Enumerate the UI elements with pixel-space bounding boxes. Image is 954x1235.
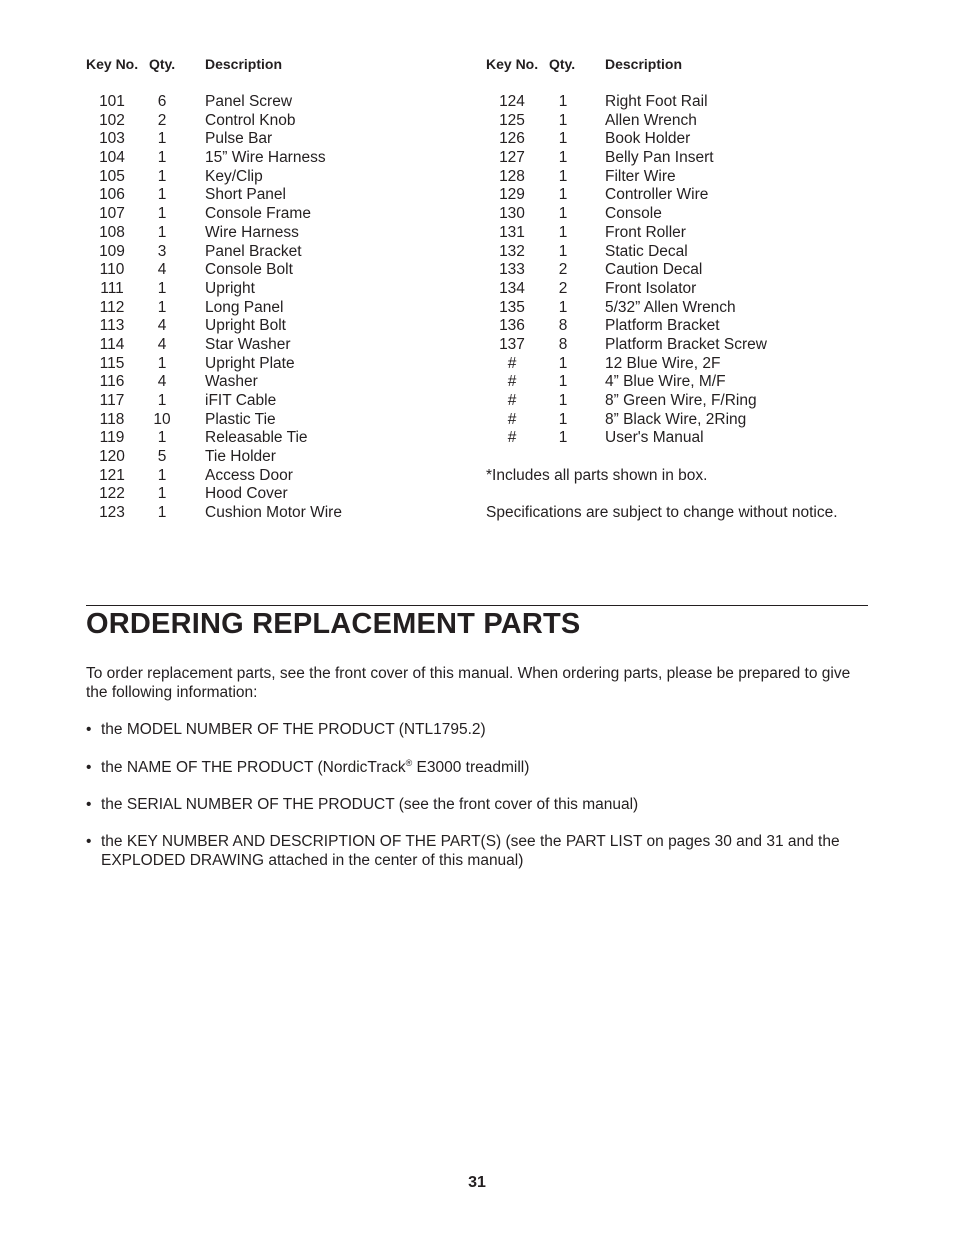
bullet-key-number: [86, 832, 866, 870]
key-number-cell: 121: [99, 466, 125, 484]
key-number-cell: 115: [99, 354, 125, 372]
description-cell: Controller Wire: [605, 186, 709, 204]
quantity-cell: 1: [157, 298, 167, 316]
quantity-cell: 1: [157, 167, 167, 185]
description-cell: Platform Bracket Screw: [605, 335, 767, 353]
description-cell: Book Holder: [605, 130, 691, 148]
key-number-cell: #: [507, 373, 517, 391]
description-cell: Key/Clip: [205, 167, 263, 185]
quantity-cell: 8: [558, 335, 568, 353]
ordering-intro: To order replacement parts, see the front cover of this manual. When ordering parts, please be prepared to give the following information:: [86, 665, 851, 701]
quantity-cell: 1: [157, 354, 167, 372]
quantity-cell: 1: [157, 130, 167, 148]
note-specifications: Specifications are subject to change without notice.: [486, 504, 838, 521]
key-number-cell: 119: [99, 429, 125, 447]
bullet-dot: •: [86, 796, 92, 813]
description-cell: Panel Screw: [205, 93, 293, 110]
quantity-cell: 5: [157, 448, 167, 466]
bullet-serial-number: [86, 795, 866, 814]
description-cell: Static Decal: [605, 242, 688, 260]
quantity-cell: 1: [558, 93, 568, 110]
description-cell: Caution Decal: [605, 261, 703, 279]
key-number-cell: 117: [99, 392, 125, 409]
key-number-cell: #: [507, 392, 517, 409]
quantity-cell: 4: [157, 373, 167, 391]
quantity-cell: 10: [153, 410, 171, 428]
description-cell: Belly Pan Insert: [605, 149, 714, 167]
bullet-text-post: E3000 treadmill): [412, 759, 530, 776]
key-number-cell: 134: [499, 279, 525, 297]
description-cell: 8” Black Wire, 2Ring: [605, 410, 747, 428]
quantity-cell: 1: [157, 504, 167, 522]
description-cell: Star Washer: [205, 335, 291, 353]
bullet-text: the KEY NUMBER AND DESCRIPTION OF THE PART(S) (see the PART LIST on pages 30 and 31 and the EXPLODED DRAWING attached in the center of this manual): [101, 833, 840, 869]
quantity-cell: 1: [157, 223, 167, 241]
key-number-cell: 137: [499, 335, 525, 353]
description-cell: Front Roller: [605, 223, 686, 241]
key-number-cell: 129: [499, 186, 525, 204]
key-number-cell: 132: [499, 242, 525, 260]
key-number-cell: 108: [99, 223, 125, 241]
description-cell: Releasable Tie: [205, 429, 308, 447]
quantity-cell: 1: [558, 354, 568, 372]
quantity-cell: 1: [558, 205, 568, 223]
key-number-cell: 113: [99, 317, 125, 335]
key-number-cell: 101: [99, 93, 125, 110]
description-cell: Console Bolt: [205, 261, 293, 279]
bullet-dot: •: [86, 759, 92, 776]
key-number-cell: 114: [99, 335, 125, 353]
quantity-cell: 1: [157, 429, 167, 447]
bullet-dot: •: [86, 833, 92, 850]
key-number-cell: 124: [499, 93, 525, 110]
quantity-cell: 1: [558, 298, 568, 316]
quantity-cell: 1: [157, 149, 167, 167]
key-number-cell: 120: [99, 448, 125, 466]
description-cell: 4” Blue Wire, M/F: [605, 373, 726, 391]
bullet-text-pre: the NAME OF THE PRODUCT (NordicTrack: [101, 759, 406, 776]
description-cell: Upright: [205, 279, 255, 297]
description-cell: Long Panel: [205, 298, 284, 316]
header-key-no-left: Key No.: [86, 56, 139, 72]
key-number-cell: 131: [499, 223, 525, 241]
key-number-cell: 126: [499, 130, 525, 148]
key-number-cell: 103: [99, 130, 125, 148]
quantity-cell: 1: [558, 149, 568, 167]
page-number: 31: [468, 1174, 486, 1191]
key-number-cell: 104: [99, 149, 125, 167]
quantity-cell: 1: [558, 373, 568, 391]
key-number-cell: 118: [99, 410, 125, 428]
key-number-cell: #: [507, 410, 517, 428]
description-cell: Platform Bracket: [605, 317, 720, 335]
quantity-cell: 1: [157, 466, 167, 484]
description-cell: Upright Bolt: [205, 317, 286, 335]
key-number-cell: 136: [499, 317, 525, 335]
quantity-cell: 1: [558, 111, 568, 129]
description-cell: iFIT Cable: [205, 392, 277, 409]
description-cell: Cushion Motor Wire: [205, 504, 342, 522]
quantity-cell: 3: [157, 242, 167, 260]
description-cell: 8” Green Wire, F/Ring: [605, 392, 757, 409]
description-cell: User's Manual: [605, 429, 704, 447]
key-number-cell: 107: [99, 205, 125, 223]
key-number-cell: 128: [499, 167, 525, 185]
registered-mark: ®: [405, 757, 413, 768]
description-cell: Upright Plate: [205, 354, 295, 372]
description-cell: Washer: [205, 373, 258, 391]
quantity-cell: 2: [157, 111, 167, 129]
description-cell: Short Panel: [205, 186, 286, 204]
quantity-cell: 1: [558, 223, 568, 241]
key-number-cell: #: [507, 429, 517, 447]
key-number-cell: 111: [100, 279, 124, 297]
key-number-cell: #: [507, 354, 517, 372]
bullet-model-number: [86, 720, 866, 739]
description-cell: Control Knob: [205, 111, 296, 129]
key-number-cell: 125: [499, 111, 525, 129]
quantity-cell: 4: [157, 261, 167, 279]
key-number-cell: 133: [499, 261, 525, 279]
key-number-cell: 135: [499, 298, 525, 316]
description-cell: Access Door: [205, 466, 293, 484]
description-cell: Console Frame: [205, 205, 311, 223]
header-description-left: Description: [205, 56, 283, 72]
quantity-cell: 1: [558, 429, 568, 447]
section-title: ORDERING REPLACEMENT PARTS: [86, 608, 581, 640]
quantity-cell: 1: [558, 167, 568, 185]
quantity-cell: 1: [558, 410, 568, 428]
description-cell: Filter Wire: [605, 167, 676, 185]
description-cell: Tie Holder: [205, 448, 276, 466]
key-number-cell: 112: [99, 298, 125, 316]
key-number-cell: 123: [99, 504, 125, 522]
quantity-cell: 1: [157, 392, 167, 409]
quantity-cell: 1: [157, 485, 167, 503]
bullet-text: the SERIAL NUMBER OF THE PRODUCT (see the front cover of this manual): [101, 796, 639, 813]
description-cell: 12 Blue Wire, 2F: [605, 354, 721, 372]
description-cell: Pulse Bar: [205, 130, 273, 148]
quantity-cell: 2: [558, 279, 568, 297]
quantity-cell: 1: [558, 130, 568, 148]
description-cell: Wire Harness: [205, 223, 299, 241]
key-number-cell: 122: [99, 485, 125, 503]
quantity-cell: 1: [558, 186, 568, 204]
key-number-cell: 102: [99, 111, 125, 129]
quantity-cell: 8: [558, 317, 568, 335]
bullet-dot: •: [86, 721, 92, 738]
quantity-cell: 4: [157, 335, 167, 353]
quantity-cell: 1: [558, 392, 568, 409]
description-cell: Panel Bracket: [205, 242, 302, 260]
description-cell: Allen Wrench: [605, 111, 697, 129]
description-cell: Plastic Tie: [205, 410, 276, 428]
header-qty-right: Qty.: [549, 56, 576, 72]
quantity-cell: 1: [157, 279, 167, 297]
description-cell: Hood Cover: [205, 485, 288, 503]
description-cell: 15” Wire Harness: [205, 149, 326, 167]
quantity-cell: 1: [157, 205, 167, 223]
key-number-cell: 105: [99, 167, 125, 185]
bullet-text: the MODEL NUMBER OF THE PRODUCT (NTL1795.2): [101, 721, 486, 738]
description-cell: Right Foot Rail: [605, 93, 708, 110]
quantity-cell: 2: [558, 261, 568, 279]
quantity-cell: 1: [157, 186, 167, 204]
quantity-cell: 4: [157, 317, 167, 335]
description-cell: Console: [605, 205, 662, 223]
quantity-cell: 6: [157, 93, 167, 110]
note-included-parts: *Includes all parts shown in box.: [486, 467, 708, 484]
quantity-cell: 1: [558, 242, 568, 260]
description-cell: 5/32” Allen Wrench: [605, 298, 736, 316]
header-description-right: Description: [605, 56, 683, 72]
bullet-product-name: [86, 758, 866, 777]
key-number-cell: 106: [99, 186, 125, 204]
header-qty-left: Qty.: [149, 56, 176, 72]
description-cell: Front Isolator: [605, 279, 697, 297]
key-number-cell: 116: [99, 373, 125, 391]
key-number-cell: 109: [99, 242, 125, 260]
key-number-cell: 127: [499, 149, 525, 167]
key-number-cell: 110: [99, 261, 125, 279]
header-key-no-right: Key No.: [486, 56, 539, 72]
key-number-cell: 130: [499, 205, 525, 223]
